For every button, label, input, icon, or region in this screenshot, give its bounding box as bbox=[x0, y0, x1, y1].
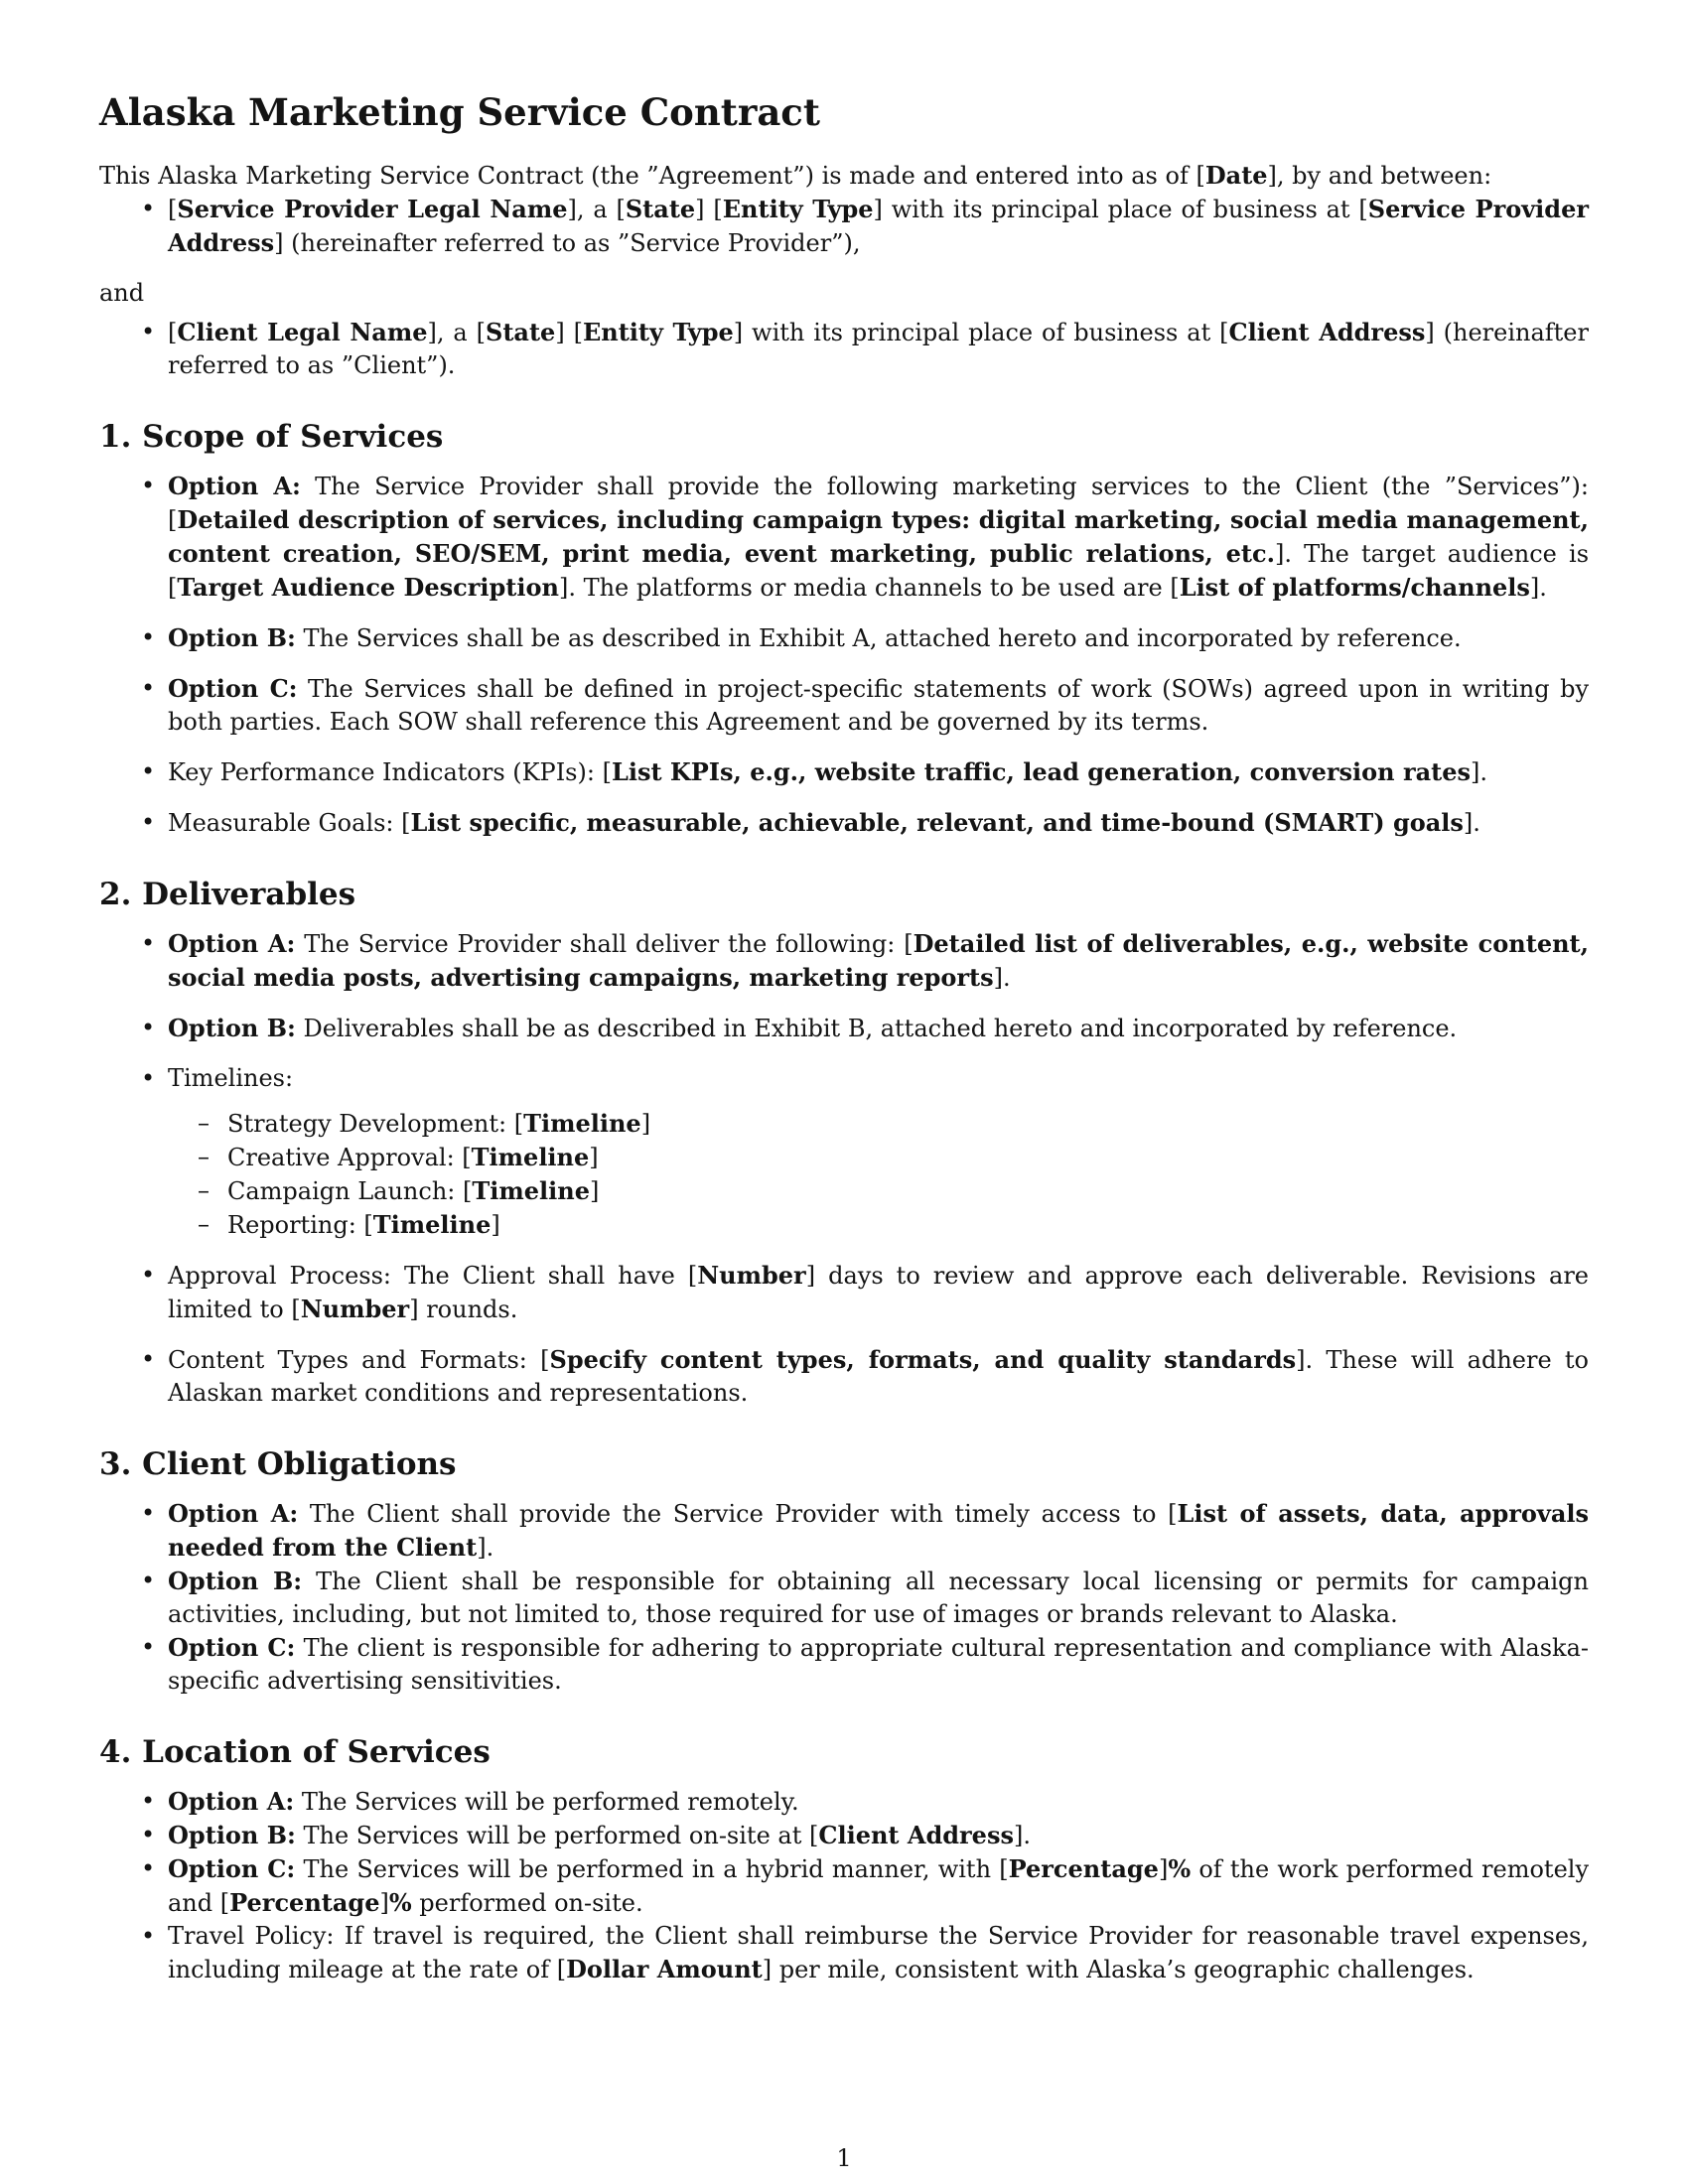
scope-kpis: • Key Performance Indicators (KPIs): [List KPIs, e.g., website traffic, lead generation, conversion rates]. bbox=[99, 755, 1589, 789]
location-option-c: • Option C: The Services will be performed in a hybrid manner, with [Percentage]% of the work performed remotely and [Percentage]% performed on-site. bbox=[99, 1852, 1589, 1920]
document-title: Alaska Marketing Service Contract bbox=[99, 90, 820, 134]
deliverables-timelines: • Timelines: – Strategy Development: [Timeline] – Creative Approval: [Timeline] – Campaign Launch: [Timeline] – Reporting: [Timeline] bbox=[99, 1062, 1589, 1242]
section-heading-deliverables: 2. Deliverables bbox=[99, 877, 356, 912]
deliverables-content-types: • Content Types and Formats: [Specify content types, formats, and quality standards]. These will adhere to Alaskan market conditions and representations. bbox=[99, 1343, 1589, 1410]
contract-page bbox=[99, 87, 1589, 1986]
scope-goals: • Measurable Goals: [List specific, measurable, achievable, relevant, and time-bound (SMART) goals]. bbox=[99, 806, 1589, 840]
timeline-item: – Creative Approval: [Timeline] bbox=[168, 1141, 1589, 1174]
location-option-b: • Option B: The Services will be performed on-site at [Client Address]. bbox=[99, 1819, 1589, 1852]
location-list bbox=[99, 1785, 1589, 1986]
scope-option-b: • Option B: The Services shall be as described in Exhibit A, attached hereto and incorporated by reference. bbox=[99, 621, 1589, 655]
intro-paragraph: This Alaska Marketing Service Contract (the ”Agreement”) is made and entered into as of [Date], by and between: bbox=[99, 161, 1492, 190]
party-client: • [Client Legal Name], a [State] [Entity Type] with its principal place of business at [Client Address] (hereinafter referred to as ”Client”). bbox=[99, 316, 1589, 382]
party-service-provider: • [Service Provider Legal Name], a [State] [Entity Type] with its principal place of business at [Service Provider Address] (hereinafter referred to as ”Service Provider”), bbox=[99, 193, 1589, 260]
location-travel-policy: • Travel Policy: If travel is required, the Client shall reimburse the Service Provider for reasonable travel expenses, including mileage at the rate of [Dollar Amount] per mile, consistent with Alaska’s geographic challenges. bbox=[99, 1920, 1589, 1986]
page-number: 1 bbox=[836, 2144, 852, 2172]
and-connector: and bbox=[99, 279, 145, 307]
party-list-provider bbox=[99, 193, 1589, 260]
obligations-option-b: • Option B: The Client shall be responsible for obtaining all necessary local licensing or permits for campaign activities, including, but not limited to, those required for use of images or brands relevant to Alaska. bbox=[99, 1565, 1589, 1631]
section-heading-client-obligations: 3. Client Obligations bbox=[99, 1446, 457, 1482]
timeline-item: – Campaign Launch: [Timeline] bbox=[168, 1174, 1589, 1208]
timeline-list bbox=[168, 1107, 1589, 1242]
party-list-client bbox=[99, 316, 1589, 382]
placeholder-date: Date bbox=[1204, 161, 1268, 190]
location-option-a: • Option A: The Services will be performed remotely. bbox=[99, 1785, 1589, 1819]
scope-option-a: • Option A: The Service Provider shall provide the following marketing services to the Client (the ”Services”): [Detailed description of services, including campaign types: digital marketing, social media management, content creation, SEO/SEM, print media, event marketing, public relations, etc.]. The target audience is [Target Audience Description]. The platforms or media channels to be used are [List of platforms/channels]. bbox=[99, 470, 1589, 605]
scope-list bbox=[99, 470, 1589, 840]
section-heading-scope: 1. Scope of Services bbox=[99, 419, 444, 455]
deliverables-option-a: • Option A: The Service Provider shall deliver the following: [Detailed list of deliverables, e.g., website content, social media posts, advertising campaigns, marketing reports]. bbox=[99, 927, 1589, 995]
obligations-option-a: • Option A: The Client shall provide the Service Provider with timely access to [List of assets, data, approvals needed from the Client]. bbox=[99, 1497, 1589, 1565]
section-heading-location: 4. Location of Services bbox=[99, 1734, 491, 1770]
timeline-item: – Reporting: [Timeline] bbox=[168, 1208, 1589, 1242]
deliverables-list bbox=[99, 927, 1589, 1410]
obligations-option-c: • Option C: The client is responsible for adhering to appropriate cultural representation and compliance with Alaska-specific advertising sensitivities. bbox=[99, 1631, 1589, 1698]
deliverables-approval-process: • Approval Process: The Client shall have [Number] days to review and approve each deliverable. Revisions are limited to [Number] rounds. bbox=[99, 1259, 1589, 1326]
scope-option-c: • Option C: The Services shall be defined in project-specific statements of work (SOWs) agreed upon in writing by both parties. Each SOW shall reference this Agreement and be governed by its terms. bbox=[99, 672, 1589, 739]
timeline-item: – Strategy Development: [Timeline] bbox=[168, 1107, 1589, 1141]
client-obligations-list bbox=[99, 1497, 1589, 1698]
deliverables-option-b: • Option B: Deliverables shall be as described in Exhibit B, attached hereto and incorporated by reference. bbox=[99, 1012, 1589, 1045]
